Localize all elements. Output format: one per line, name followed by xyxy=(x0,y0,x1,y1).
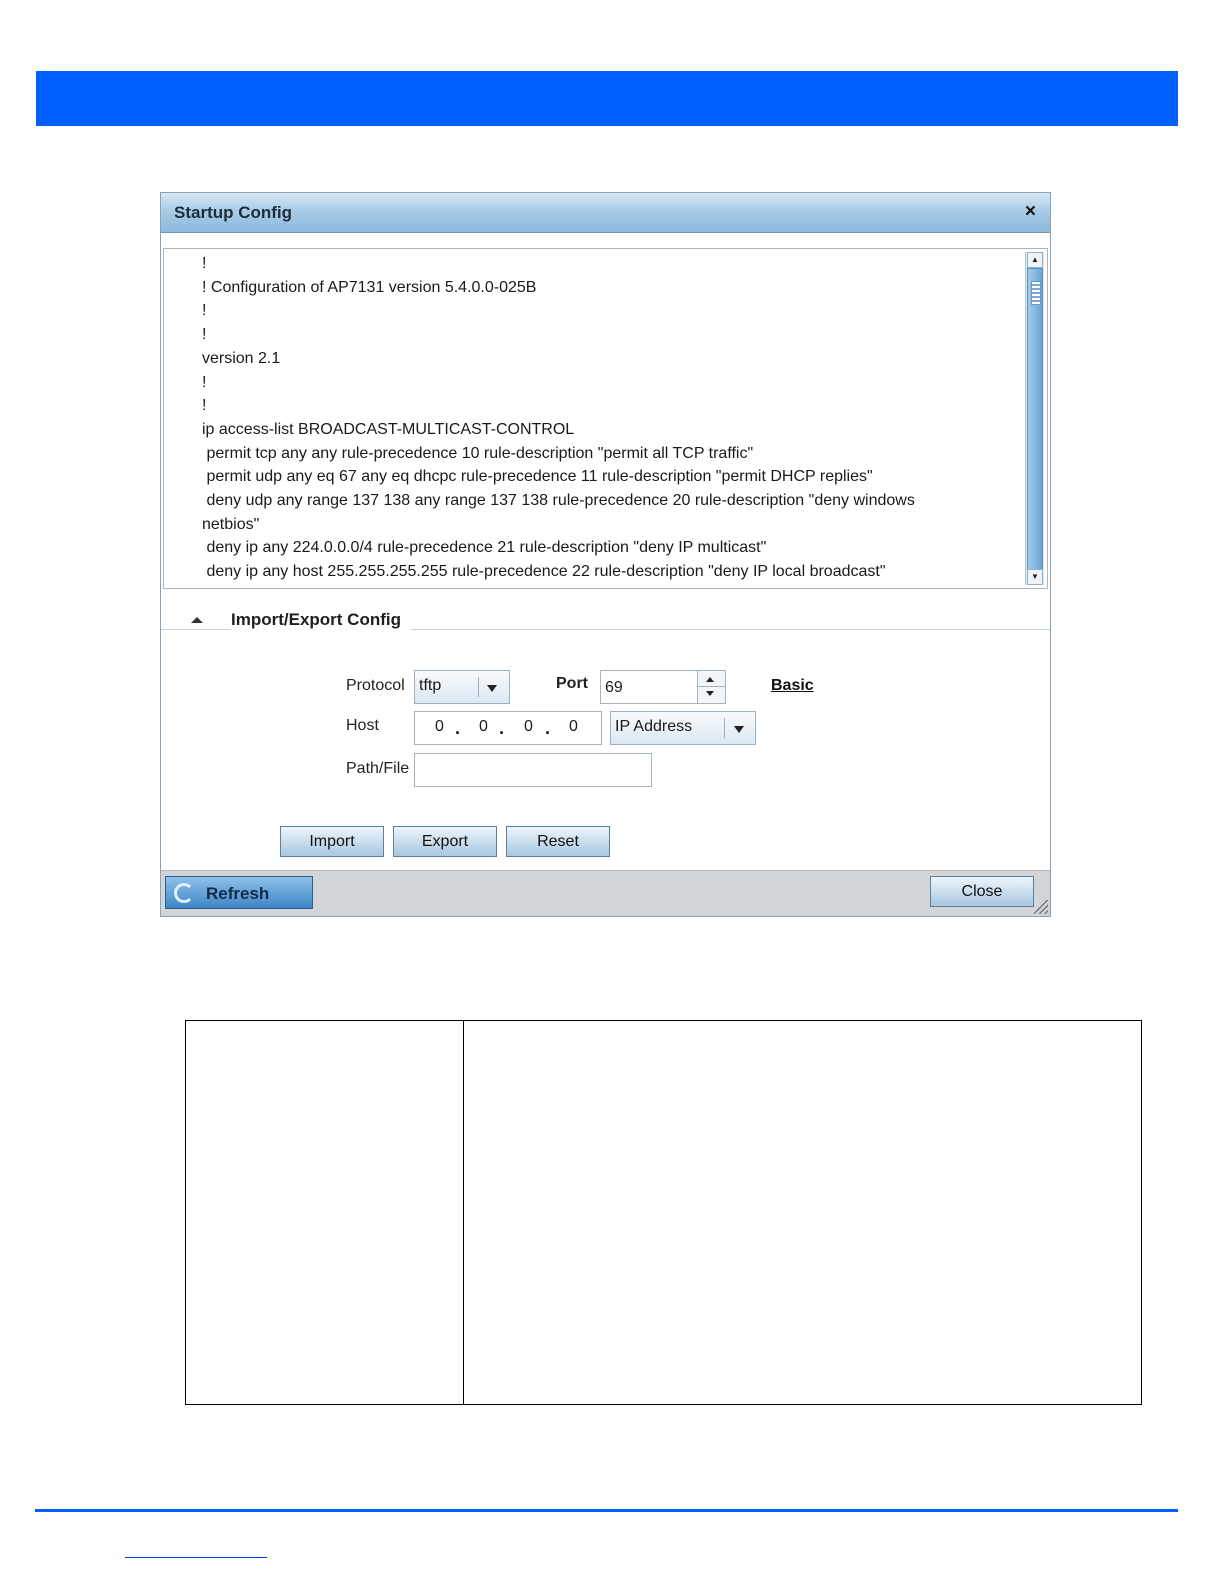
section-title: Import/Export Config xyxy=(231,610,411,630)
select-separator xyxy=(478,677,479,697)
config-line: permit udp any eq 67 any eq dhcpc rule-precedence 11 rule-description "permit DHCP replies" xyxy=(202,468,873,486)
ip-octet-1: 0 xyxy=(435,718,444,735)
ip-octet-2: 0 xyxy=(479,718,488,735)
footer-rule xyxy=(35,1509,1178,1512)
import-button[interactable]: Import xyxy=(280,826,384,857)
config-line: ! Configuration of AP7131 version 5.4.0.0-025B xyxy=(202,278,537,296)
refresh-label: Refresh xyxy=(206,884,270,903)
scroll-thumb[interactable] xyxy=(1027,268,1043,570)
config-line: version 2.1 xyxy=(202,349,281,367)
collapse-arrow-icon[interactable] xyxy=(191,617,203,623)
close-icon[interactable]: × xyxy=(1024,201,1036,222)
port-value: 69 xyxy=(605,679,623,696)
basic-link[interactable]: Basic xyxy=(771,677,814,694)
spin-up-icon[interactable] xyxy=(706,677,714,682)
scroll-up-icon[interactable]: ▲ xyxy=(1027,252,1043,268)
config-lines xyxy=(202,252,992,584)
port-label: Port xyxy=(556,675,588,692)
vertical-scrollbar[interactable] xyxy=(1025,252,1044,585)
ip-dot: . xyxy=(499,718,505,738)
config-line: ! xyxy=(202,397,207,415)
scroll-down-icon[interactable]: ▼ xyxy=(1027,569,1043,585)
page-header-band xyxy=(36,71,1178,126)
config-line: ip access-list BROADCAST-MULTICAST-CONTROL xyxy=(202,420,575,438)
footer-link-underline xyxy=(125,1557,267,1558)
chevron-down-icon xyxy=(734,726,744,733)
host-label: Host xyxy=(346,717,379,734)
import-export-header xyxy=(161,607,1050,633)
startup-config-dialog xyxy=(160,192,1051,917)
dialog-title: Startup Config xyxy=(174,203,293,222)
spin-down-icon[interactable] xyxy=(706,691,714,696)
refresh-icon xyxy=(174,883,194,903)
scroll-grip-icon xyxy=(1031,281,1041,305)
config-line: ! xyxy=(202,255,207,272)
resize-grip-icon[interactable] xyxy=(1034,900,1048,914)
select-separator xyxy=(724,718,725,738)
path-label: Path/File xyxy=(346,760,410,777)
ip-dot: . xyxy=(455,718,461,738)
table-column-divider xyxy=(463,1021,464,1404)
reset-button[interactable]: Reset xyxy=(506,826,610,857)
config-line: deny ip any host 255.255.255.255 rule-precedence 22 rule-description "deny IP local broadcast" xyxy=(202,563,886,581)
chevron-down-icon xyxy=(487,685,497,692)
ip-dot: . xyxy=(545,718,551,738)
port-stepper[interactable] xyxy=(600,670,726,704)
dialog-footer xyxy=(161,870,1050,916)
export-button[interactable]: Export xyxy=(393,826,497,857)
ip-octet-3: 0 xyxy=(524,718,533,735)
host-type-value: IP Address xyxy=(615,718,693,735)
config-line: ! xyxy=(202,373,207,391)
config-line: ! xyxy=(202,302,207,320)
protocol-select[interactable] xyxy=(414,670,510,704)
dialog-titlebar[interactable] xyxy=(161,193,1050,233)
protocol-label: Protocol xyxy=(346,677,405,694)
protocol-value: tftp xyxy=(419,677,442,694)
config-text-area[interactable] xyxy=(163,248,1048,589)
config-line: deny ip any 224.0.0.0/4 rule-precedence 21 rule-description "deny IP multicast" xyxy=(202,539,767,557)
description-table xyxy=(185,1020,1142,1405)
port-spinner[interactable] xyxy=(697,671,725,703)
host-ip-input[interactable] xyxy=(414,711,602,745)
host-type-select[interactable] xyxy=(610,711,756,745)
ip-octet-4: 0 xyxy=(569,718,578,735)
path-file-input[interactable] xyxy=(414,753,652,787)
config-line: ! xyxy=(202,326,207,344)
config-line: deny udp any range 137 138 any range 137 138 rule-precedence 20 rule-description "deny windows xyxy=(202,492,915,510)
refresh-button[interactable] xyxy=(165,876,313,909)
spin-divider xyxy=(698,686,725,687)
close-button[interactable]: Close xyxy=(930,876,1034,907)
config-line: netbios" xyxy=(202,515,260,533)
config-line: permit tcp any any rule-precedence 10 rule-description "permit all TCP traffic" xyxy=(202,444,754,462)
